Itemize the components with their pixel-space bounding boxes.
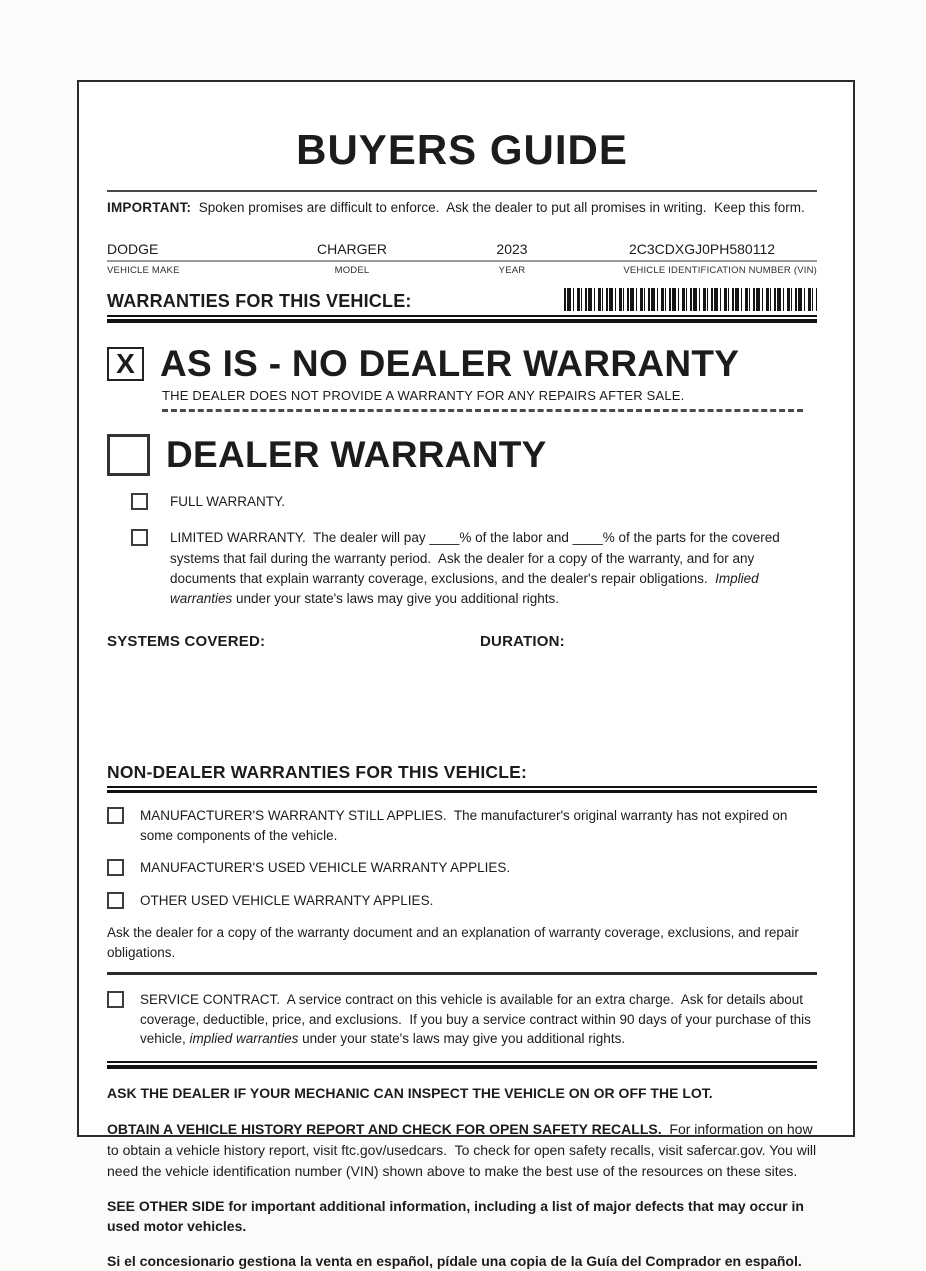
warranties-heading: WARRANTIES FOR THIS VEHICLE:	[107, 291, 412, 311]
manufacturer-used-warranty-item	[107, 858, 817, 878]
vehicle-info-labels	[107, 265, 817, 276]
as-is-section	[107, 343, 817, 385]
divider	[107, 1061, 817, 1069]
vehicle-history-notice-lead: OBTAIN A VEHICLE HISTORY REPORT AND CHECK FOR OPEN SAFETY RECALLS.	[107, 1120, 662, 1137]
important-label: IMPORTANT:	[107, 200, 192, 215]
full-warranty-checkbox[interactable]	[131, 493, 148, 510]
limited-warranty-item	[131, 528, 817, 609]
buyers-guide-form	[77, 80, 855, 1269]
other-used-warranty-checkbox[interactable]	[107, 892, 124, 909]
vehicle-vin-label: VEHICLE IDENTIFICATION NUMBER (VIN)	[623, 265, 817, 276]
important-note	[107, 200, 817, 215]
spanish-notice: Si el concesionario gestiona la venta en español, pídale una copia de la Guía del Comprador en español.	[107, 1252, 802, 1269]
systems-covered-label: SYSTEMS COVERED:	[107, 633, 266, 651]
full-warranty-label: FULL WARRANTY.	[170, 494, 286, 509]
vin-barcode	[564, 288, 817, 311]
service-contract-text-lead: SERVICE CONTRACT. A service contract on this vehicle is available for an extra charge. Ask for details about coverage, deductible, price, and exclusions. If you buy a service contract within 90 days of your purchase of this vehicle,	[140, 992, 815, 1047]
see-other-side-notice: SEE OTHER SIDE for important additional information, including a list of major defects that may occur in used motor vehicles.	[107, 1197, 808, 1235]
divider	[107, 786, 817, 793]
non-dealer-heading: NON-DEALER WARRANTIES FOR THIS VEHICLE:	[107, 762, 528, 783]
manufacturer-used-warranty-checkbox[interactable]	[107, 859, 124, 876]
limited-warranty-text-lead: LIMITED WARRANTY. The dealer will pay ____% of the labor and ____% of the parts for the covered systems that fail during the warranty period. Ask the dealer for a copy of the warranty, and for any documents that explain warranty coverage, exclusions, and the dealer's repair obligations.	[170, 530, 784, 586]
limited-warranty-checkbox[interactable]	[131, 529, 148, 546]
page-title: BUYERS GUIDE	[296, 126, 628, 173]
vehicle-model-value: CHARGER	[316, 241, 387, 257]
duration-label: DURATION:	[480, 633, 565, 651]
systems-duration-row	[107, 633, 817, 650]
vehicle-info-values	[107, 241, 817, 262]
full-warranty-item	[131, 492, 817, 512]
other-used-warranty-text: OTHER USED VEHICLE WARRANTY APPLIES.	[140, 892, 434, 908]
vehicle-make-value: DODGE	[107, 241, 159, 257]
service-contract-text-tail: under your state's laws may give you additional rights.	[298, 1031, 626, 1047]
service-contract-text	[140, 990, 817, 1049]
service-contract-checkbox[interactable]	[107, 991, 124, 1008]
vehicle-history-notice-body: For information on how to obtain a vehicle history report, visit ftc.gov/usedcars. To check for open safety recalls, visit safercar.gov. You will need the vehicle identification number (VIN) shown above to make the best use of the resources on these sites.	[107, 1120, 821, 1179]
dealer-warranty-section	[107, 434, 817, 476]
limited-warranty-implied-warranties: Implied warranties	[170, 570, 763, 606]
limited-warranty-text-tail: under your state's laws may give you additional rights.	[232, 591, 560, 606]
as-is-title: AS IS - NO DEALER WARRANTY	[160, 343, 740, 384]
divider	[107, 972, 817, 975]
divider	[107, 315, 817, 323]
vehicle-year-value: 2023	[496, 241, 528, 257]
blank-fill-area	[107, 650, 817, 762]
as-is-checkbox[interactable]: X	[107, 347, 144, 381]
mechanic-inspect-notice: ASK THE DEALER IF YOUR MECHANIC CAN INSPECT THE VEHICLE ON OR OFF THE LOT.	[107, 1084, 713, 1101]
important-text: Spoken promises are difficult to enforce. Ask the dealer to put all promises in writing. Keep this form.	[191, 200, 805, 215]
vehicle-year-label: YEAR	[498, 265, 526, 276]
as-is-subtitle: THE DEALER DOES NOT PROVIDE A WARRANTY FOR ANY REPAIRS AFTER SALE.	[162, 388, 685, 403]
manufacturer-warranty-checkbox[interactable]	[107, 807, 124, 824]
dealer-warranty-title: DEALER WARRANTY	[166, 434, 547, 475]
divider	[107, 190, 817, 192]
service-contract-implied-warranties: implied warranties	[189, 1031, 299, 1047]
vehicle-model-label: MODEL	[334, 265, 370, 276]
warranties-heading-row	[107, 288, 817, 312]
vehicle-history-notice	[107, 1119, 821, 1182]
footer-notices	[107, 1083, 821, 1271]
manufacturer-warranty-text: MANUFACTURER'S WARRANTY STILL APPLIES. The manufacturer's original warranty has not expired on some components of the vehicle.	[140, 808, 792, 843]
limited-warranty-text	[170, 528, 817, 609]
dealer-warranty-checkbox[interactable]	[107, 434, 150, 476]
other-used-warranty-item	[107, 891, 817, 911]
manufacturer-used-warranty-text: MANUFACTURER'S USED VEHICLE WARRANTY APPLIES.	[140, 860, 511, 876]
dashed-divider	[162, 409, 803, 412]
vehicle-vin-value: 2C3CDXGJ0PH580112	[628, 241, 776, 257]
warranty-document-note: Ask the dealer for a copy of the warranty document and an explanation of warranty coverage, exclusions, and repair obligations.	[107, 924, 803, 960]
vehicle-make-label: VEHICLE MAKE	[107, 265, 180, 276]
service-contract-item	[107, 990, 817, 1049]
manufacturer-warranty-item	[107, 806, 817, 845]
